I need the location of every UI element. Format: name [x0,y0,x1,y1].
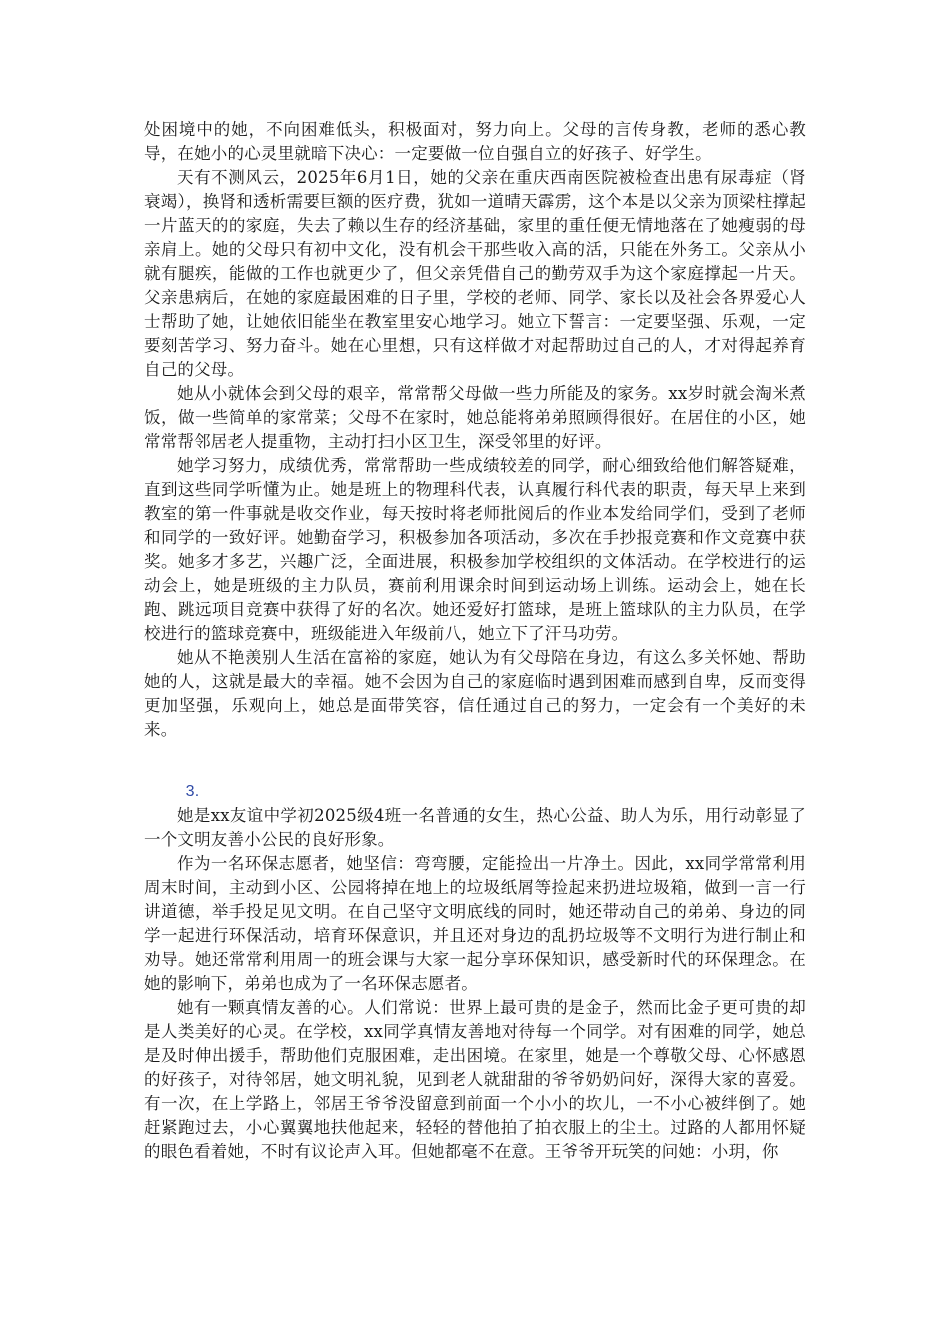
paragraph: 她从不艳羡别人生活在富裕的家庭，她认为有父母陪在身边，有这么多关怀她、帮助她的人，这就是最大的幸福。她不会因为自己的家庭临时遇到困难而感到自卑，反而变得更加坚强，乐观向上，她总是面带笑容，信任通过自己的努力，一定会有一个美好的未来。 [144,648,806,739]
paragraph: 她学习努力，成绩优秀，常常帮助一些成绩较差的同学，耐心细致给他们解答疑难，直到这些同学听懂为止。她是班上的物理科代表，认真履行科代表的职责，每天早上来到教室的第一件事就是收交作业，每天按时将老师批阅后的作业本发给同学们，受到了老师和同学的一致好评。她勤奋学习，积极参加各项活动，多次在手抄报竞赛和作文竞赛中获奖。她多才多艺，兴趣广泛，全面进展，积极参加学校组织的文体活动。在学校进行的运动会上，她是班级的主力队员，赛前利用课余时间到运动场上训练。运动会上，她在长跑、跳远项目竞赛中获得了好的名次。她还爱好打篮球，是班上篮球队的主力队员，在学校进行的篮球竞赛中，班级能进入年级前八，她立下了汗马功劳。 [144,456,806,643]
paragraph: 她有一颗真情友善的心。人们常说：世界上最可贵的是金子，然而比金子更可贵的却是人类美好的心灵。在学校，xx同学真情友善地对待每一个同学。对有困难的同学，她总是及时伸出援手，帮助他们克服困难，走出困境。在家里，她是一个尊敬父母、心怀感恩的好孩子，对待邻居，她文明礼貌，见到老人就甜甜的爷爷奶奶问好，深得大家的喜爱。有一次，在上学路上，邻居王爷爷没留意到前面一个小小的坎儿，一不小心被绊倒了。她赶紧跑过去，小心翼翼地扶他起来，轻轻的替他拍了拍衣服上的尘土。过路的人都用怀疑的眼色看着她，不时有议论声入耳。但她都毫不在意。王爷爷开玩笑的问她：小玥，你 [144,998,806,1161]
paragraph: 天有不测风云，2025年6月1日，她的父亲在重庆西南医院被检查出患有尿毒症（肾衰竭），换肾和透析需要巨额的医疗费，犹如一道晴天霹雳，这个本是以父亲为顶梁柱撑起一片蓝天的的家庭，失去了赖以生存的经济基础，家里的重任便无情地落在了她瘦弱的母亲肩上。她的父母只有初中文化，没有机会干那些收入高的活，只能在外务工。父亲从小就有腿疾，能做的工作也就更少了，但父亲凭借自己的勤劳双手为这个家庭撑起一片天。父亲患病后，在她的家庭最困难的日子里，学校的老师、同学、家长以及社会各界爱心人士帮助了她，让她依旧能坐在教室里安心地学习。她立下誓言：一定要坚强、乐观，一定要刻苦学习、努力奋斗。她在心里想，只有这样做才对起帮助过自己的人，才对得起养育自己的父母。 [144,168,806,379]
paragraph: 她是xx友谊中学初2025级4班一名普通的女生，热心公益、助人为乐，用行动彰显了一个文明友善小公民的良好形象。 [144,806,806,849]
section-number: 3. [185,783,200,800]
paragraph: 她从小就体会到父母的艰辛，常常帮父母做一些力所能及的家务。xx岁时就会淘米煮饭，做一些简单的家常菜；父母不在家时，她总能将弟弟照顾得很好。在居住的小区，她常常帮邻居老人提重物，主动打扫小区卫生，深受邻里的好评。 [144,384,806,451]
paragraph: 作为一名环保志愿者，她坚信：弯弯腰，定能捡出一片净土。因此，xx同学常常利用周末时间，主动到小区、公园将掉在地上的垃圾纸屑等捡起来扔进垃圾箱，做到一言一行讲道德，举手投足见文明。在自己坚守文明底线的同时，她还带动自己的弟弟、身边的同学一起进行环保活动，培育环保意识，并且还对身边的乱扔垃圾等不文明行为进行制止和劝导。她还常常利用周一的班会课与大家一起分享环保知识，感受新时代的环保理念。在她的影响下，弟弟也成为了一名环保志愿者。 [144,854,806,993]
section-spacer [144,742,806,780]
paragraph: 处困境中的她，不向困难低头，积极面对，努力向上。父母的言传身教，老师的悉心教导，在她小的心灵里就暗下决心：一定要做一位自强自立的好孩子、好学生。 [144,120,806,163]
document-body [144,118,806,1164]
